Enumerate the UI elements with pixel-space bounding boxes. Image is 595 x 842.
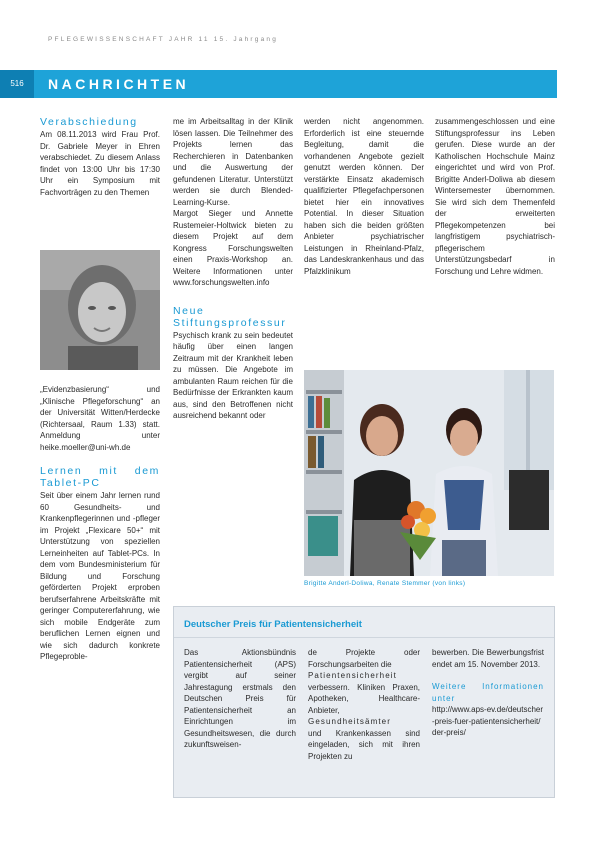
page-number: 516 <box>0 70 34 98</box>
portrait-photo <box>40 250 160 370</box>
info-box-column-2 <box>308 647 420 762</box>
heading-stiftungsprofessur: Neue Stiftungsprofessur <box>173 304 287 329</box>
column-1-top <box>40 116 160 198</box>
info-box-text-2b: Patientensicherheit <box>308 671 397 680</box>
info-box-text-1: Das Aktionsbündnis Patientensicherheit (APS) vergibt auf seiner Jahrestagung erstmals den Deutschen Preis für Patientensicherheit an Einrichtungen im Gesundheitswesen, die durch zukunftsweisen- <box>184 648 296 749</box>
group-photo <box>304 370 554 576</box>
info-box-text-2d: Gesundheitsämter <box>308 717 391 726</box>
verabschiedung-text: Am 08.11.2013 wird Frau Prof. Dr. Gabriele Meyer in Ehren verabschiedet. Zu diesem Anlass findet von 13:00 Uhr bis 17:30 Uhr ein Symposium mit Fachvorträgen zu den Themen <box>40 130 160 197</box>
stiftungsprofessur-continued: werden nicht angenommen. Erforderlich ist eine steuernde Begleitung, damit die vorhandenen Angebote gezielt genutzt werden können. Der verstärkte Einsatz akademisch qualifizierter Pflegefachpersonen bietet hier ein innovatives Potential. In dieser Situation haben sich die beiden größten Anbieter psychiatrischer Leistungen in Rheinland-Pfalz, das Landeskrankenhaus und das Pfalzklinikum <box>304 117 424 276</box>
tablet-pc-continued: me im Arbeitsalltag in der Klinik lösen lassen. Die Teilnehmer des Projekts lernen das Recherchieren in Datenbanken und die Auswertung der gefundenen Literatur. Unterstützt werden sie durch Blended-Learning-Kurse. <box>173 117 293 207</box>
workshop-text: Margot Sieger und Annette Rustemeier-Holtwick bieten zu diesem Projekt auf dem Kongress Forschungswelten einen Praxis-Workshop an. Weitere Informationen unter www.forschungswelten.info <box>173 209 293 287</box>
stiftungsprofessur-text: Psychisch krank zu sein bedeutet häufig über einen langen Zeitraum mit der Krankheit leben zu müssen. Die Angebote im ambulanten Raum reichen für die Bedürfnisse der Erkrankten kaum aus, sind den Betroffenen nicht ausreichend bekannt oder <box>173 330 293 420</box>
info-box-text-2a: de Projekte oder Forschungsarbeiten die <box>308 648 420 669</box>
column-3 <box>304 116 424 277</box>
column-1-bottom <box>40 384 160 663</box>
column-2 <box>173 116 293 422</box>
info-box-divider <box>174 637 554 638</box>
heading-tablet-pc: Lernen mit dem Tablet-PC <box>40 465 160 489</box>
photo-caption: Brigitte Anderl-Doliwa, Renate Stemmer (von links) <box>304 580 466 587</box>
info-box-link[interactable]: http://www.aps-ev.de/deutscher-preis-fuer-patientensicherheit/der-preis/ <box>432 705 544 737</box>
info-box-column-3 <box>432 647 544 739</box>
info-box-more-info: Weitere Informationen unter <box>432 682 544 703</box>
column-4 <box>435 116 555 277</box>
running-head: PFLEGEWISSENSCHAFT JAHR 11 15. Jahrgang <box>48 36 279 43</box>
info-box-column-1 <box>184 647 296 751</box>
group-photo-illustration <box>304 370 554 576</box>
info-box-text-2e: und Krankenkassen sind eingeladen, sich mit ihren Projekten zu <box>308 728 420 761</box>
stiftungsprofessur-end: zusammengeschlossen und eine Stiftungsprofessur ins Leben gerufen. Diese wurde an der Katholischen Hochschule Mainz eingerichtet und wird von Prof. Brigitte Anderl-Doliwa ab diesem Wintersemester übernommen. Sie wird sich dem Themenfeld der erweiterten Pflegekompetenzen bei langfristigem psychiatrisch-pflegerischem Unterstützungsbedarf in Forschung und Lehre widmen. <box>435 117 555 276</box>
info-box-patient-safety <box>173 606 555 798</box>
symposium-text: „Evidenzbasierung“ und „Klinische Pflegeforschung“ an der Universität Witten/Herdecke (Richtersaal, Raum 1.33) statt. Anmeldung unter heike.moeller@uni-wh.de <box>40 385 160 452</box>
info-box-text-2c: verbessern. Kliniken Praxen, Apotheken, Healthcare-Anbieter, <box>308 682 420 715</box>
tablet-pc-text: Seit über einem Jahr lernen rund 60 Gesundheits- und Krankenpflegerinnen und -pfleger im Projekt „Flexicare 50+“ mit Unterstützung von speziellen Lerneinheiten auf Tablet-PCs. In dem vom Bundesministerium für Bildung und Forschung geförderten Projekt erproben berufserfahrene Arbeitskräfte mit geringer Computererfahrung, wie sich mobile Endgeräte zum beruflichen Lernen eignen und wie sich dadurch konkrete Pflegeproble- <box>40 491 160 661</box>
heading-verabschiedung: Verabschiedung <box>40 116 138 128</box>
info-box-title: Deutscher Preis für Patientensicherheit <box>184 619 362 630</box>
portrait-illustration <box>40 250 160 370</box>
section-title: NACHRICHTEN <box>48 76 190 92</box>
info-box-text-3a: bewerben. Die Bewerbungsfrist endet am 15. November 2013. <box>432 648 544 669</box>
